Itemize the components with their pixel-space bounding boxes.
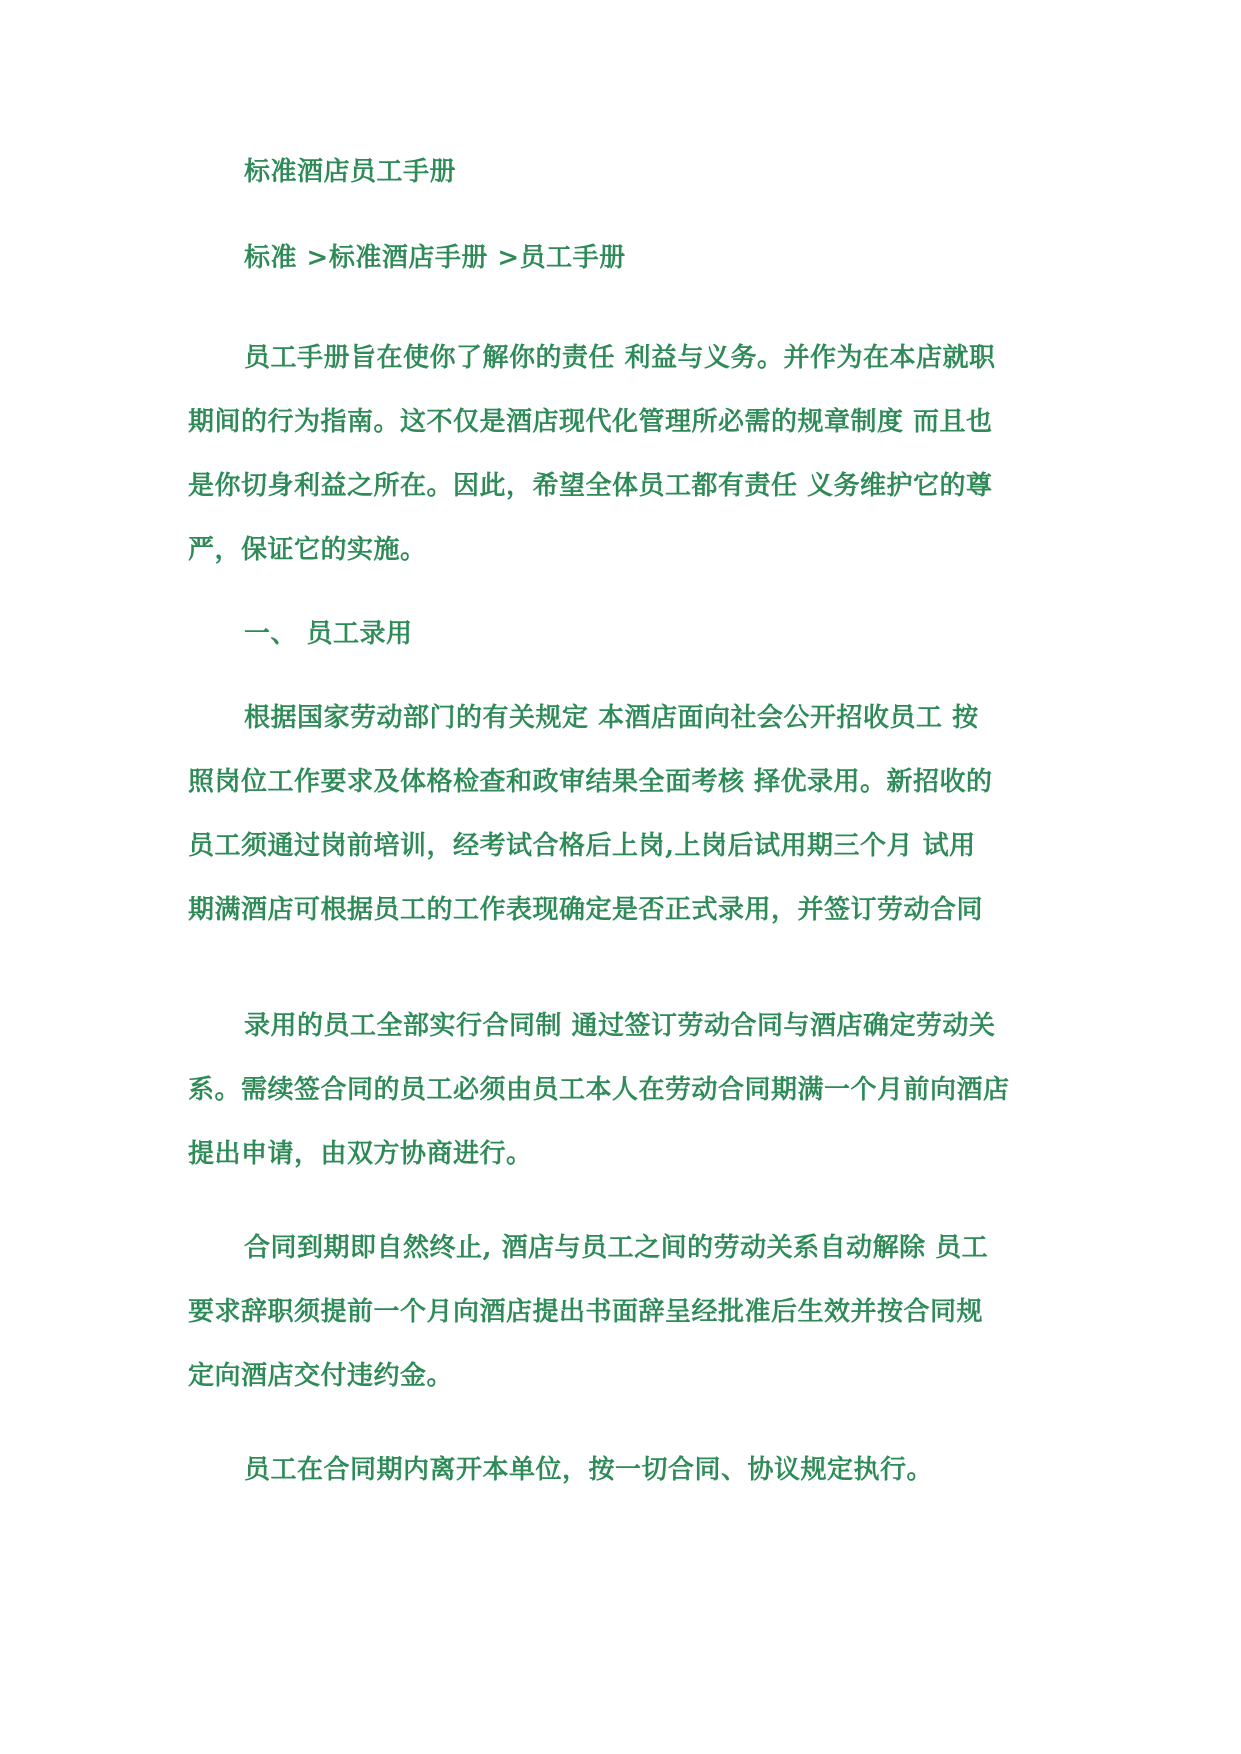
paragraph-line: 提出申请，由双方协商进行。 <box>188 1139 533 1169</box>
document-title: 标准酒店员工手册 <box>244 157 457 187</box>
paragraph-line: 录用的员工全部实行合同制 通过签订劳动合同与酒店确定劳动关 <box>244 1011 996 1041</box>
paragraph-line: 员工手册旨在使你了解你的责任 利益与义务。并作为在本店就职 <box>244 343 996 373</box>
paragraph-line: 是你切身利益之所在。因此，希望全体员工都有责任 义务维护它的尊 <box>188 471 993 501</box>
paragraph-line: 员工须通过岗前培训，经考试合格后上岗,上岗后试用期三个月 试用 <box>188 831 976 861</box>
paragraph-hiring <box>188 686 1068 942</box>
paragraph-contract <box>188 994 1068 1186</box>
paragraph-line: 系。需续签合同的员工必须由员工本人在劳动合同期满一个月前向酒店 <box>188 1075 1010 1105</box>
paragraph-line: 照岗位工作要求及体格检查和政审结果全面考核 择优录用。新招收的 <box>188 767 993 797</box>
breadcrumb: 标准 >标准酒店手册 >员工手册 <box>244 243 626 273</box>
paragraph-line: 合同到期即自然终止, 酒店与员工之间的劳动关系自动解除 员工 <box>244 1233 989 1263</box>
document-content <box>188 150 1068 1502</box>
paragraph-line: 定向酒店交付违约金。 <box>188 1361 454 1391</box>
intro-paragraph <box>188 326 1068 582</box>
paragraph-line: 严，保证它的实施。 <box>188 535 427 565</box>
paragraph-line: 期间的行为指南。这不仅是酒店现代化管理所必需的规章制度 而且也 <box>188 407 993 437</box>
paragraph-line: 根据国家劳动部门的有关规定 本酒店面向社会公开招收员工 按 <box>244 703 979 733</box>
paragraph-line: 期满酒店可根据员工的工作表现确定是否正式录用，并签订劳动合同 <box>188 895 984 925</box>
paragraph-leaving <box>188 1438 1068 1502</box>
paragraph-expiry <box>188 1216 1068 1408</box>
paragraph-line: 要求辞职须提前一个月向酒店提出书面辞呈经批准后生效并按合同规 <box>188 1297 984 1327</box>
section-heading: 一、 员工录用 <box>244 619 413 649</box>
paragraph-line: 员工在合同期内离开本单位，按一切合同、协议规定执行。 <box>244 1455 934 1485</box>
